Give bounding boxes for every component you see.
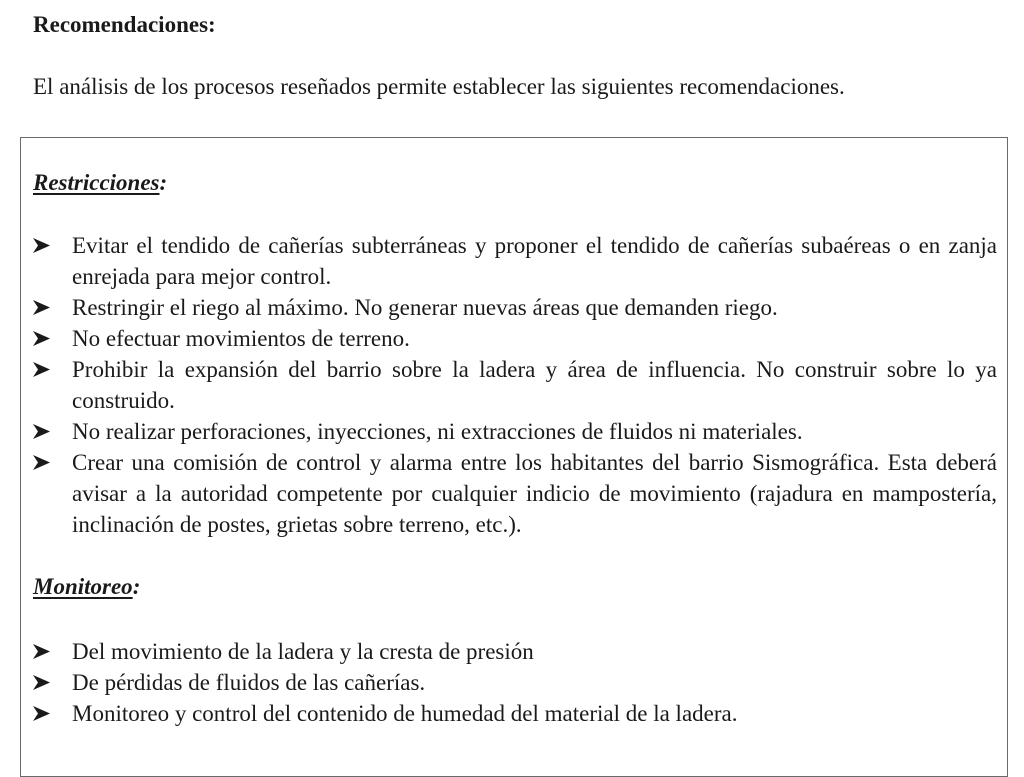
list-item-text: Crear una comisión de control y alarma entre los habitantes del barrio Sismográfica. Esta deberá avisar a la autoridad competente por cualquier indicio de movimiento (rajadura en mampostería, inclinación de postes, grietas sobre terreno, etc.).: [72, 450, 997, 537]
section-title-restricciones: [33, 170, 167, 196]
arrowhead-bullet-icon: [33, 238, 50, 253]
arrowhead-bullet-icon: [33, 644, 50, 659]
document-heading: Recomendaciones:: [33, 12, 216, 37]
section-title-text: Monitoreo: [33, 574, 133, 599]
intro-paragraph: El análisis de los procesos reseñados permite establecer las siguientes recomendaciones.: [33, 74, 845, 99]
section-title-colon: :: [132, 574, 141, 599]
arrowhead-bullet-icon: [33, 331, 50, 346]
restricciones-list: [33, 230, 997, 540]
list-item-text: De pérdidas de fluidos de las cañerías.: [72, 670, 426, 695]
list-item: [33, 354, 997, 416]
arrowhead-bullet-icon: [33, 362, 50, 377]
section-title-colon: :: [159, 170, 168, 195]
list-item-text: Evitar el tendido de cañerías subterráneas y proponer el tendido de cañerías subaéreas o en zanja enrejada para mejor control.: [72, 233, 997, 289]
list-item: [33, 447, 997, 540]
arrowhead-bullet-icon: [33, 424, 50, 439]
arrowhead-bullet-icon: [33, 455, 50, 470]
list-item: [33, 667, 997, 698]
list-item-text: Del movimiento de la ladera y la cresta de presión: [72, 639, 534, 664]
monitoreo-list: [33, 636, 997, 729]
list-item-text: Monitoreo y control del contenido de humedad del material de la ladera.: [72, 701, 738, 726]
arrowhead-bullet-icon: [33, 706, 50, 721]
list-item-text: Restringir el riego al máximo. No generar nuevas áreas que demanden riego.: [72, 295, 778, 320]
list-item-text: No efectuar movimientos de terreno.: [72, 326, 410, 351]
list-item: [33, 230, 997, 292]
list-item: [33, 636, 997, 667]
arrowhead-bullet-icon: [33, 675, 50, 690]
list-item: [33, 416, 997, 447]
list-item: [33, 292, 997, 323]
list-item-text: No realizar perforaciones, inyecciones, ni extracciones de fluidos ni materiales.: [72, 419, 803, 444]
list-item-text: Prohibir la expansión del barrio sobre la ladera y área de influencia. No construir sobre lo ya construido.: [72, 357, 997, 413]
recommendations-box: [20, 137, 1008, 777]
list-item: [33, 698, 997, 729]
section-title-monitoreo: [33, 574, 140, 600]
list-item: [33, 323, 997, 354]
arrowhead-bullet-icon: [33, 300, 50, 315]
section-title-text: Restricciones: [33, 170, 160, 195]
